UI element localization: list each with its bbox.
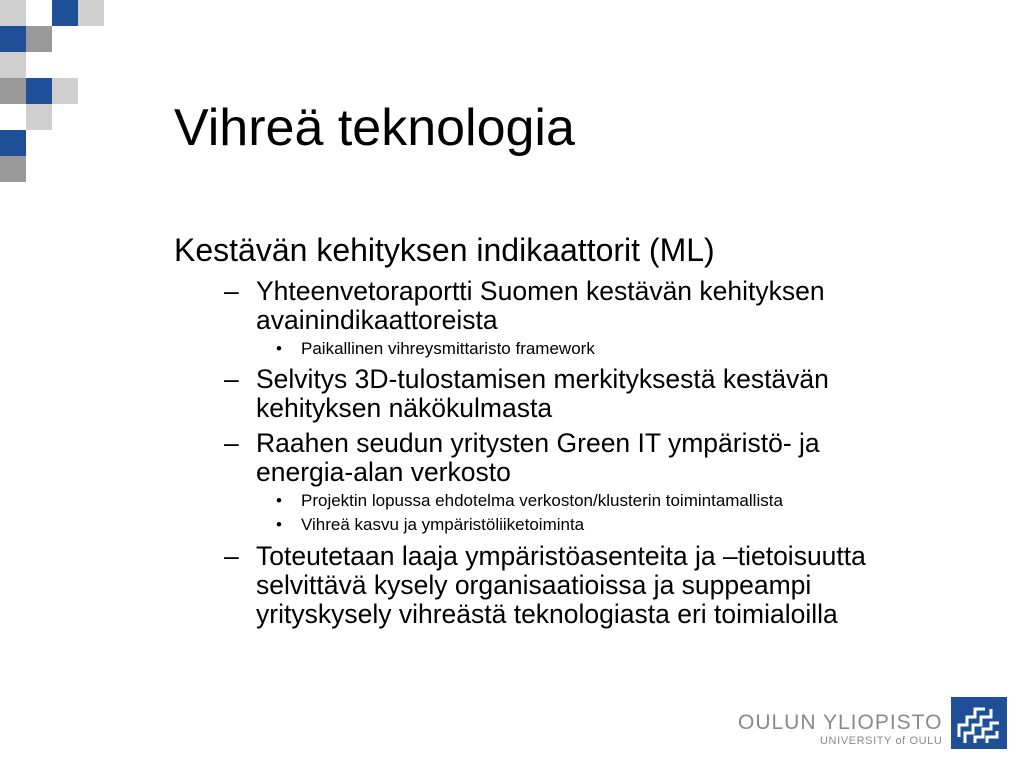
- list-item: [224, 364, 829, 423]
- list-item-line: yrityskysely vihreästä teknologiasta eri toimialoilla: [256, 599, 838, 629]
- bullet-marker: •: [276, 339, 282, 358]
- list-item-line: avainindikaattoreista: [256, 305, 498, 335]
- university-emblem-icon: [951, 697, 1007, 749]
- dash-marker: –: [224, 364, 239, 394]
- sub-list-item: [276, 491, 783, 511]
- university-name: OULUN YLIOPISTO: [738, 711, 943, 734]
- bullet-marker: •: [276, 491, 282, 510]
- sub-list-item: [276, 515, 585, 535]
- sub-list-item-text: Paikallinen vihreysmittaristo framework: [301, 339, 595, 358]
- sub-list-item: [276, 339, 595, 359]
- dash-marker: –: [224, 541, 239, 571]
- list-item-line: kehityksen näkökulmasta: [256, 393, 553, 423]
- bullet-marker: •: [276, 515, 282, 534]
- list-item-line: Toteutetaan laaja ympäristöasenteita ja –tietoisuutta: [256, 541, 866, 571]
- list-item-line: Raahen seudun yritysten Green IT ympäristö- ja: [256, 428, 820, 458]
- sub-list-item-text: Vihreä kasvu ja ympäristöliiketoiminta: [301, 515, 585, 534]
- list-item: [224, 276, 825, 335]
- main-heading: Kestävän kehityksen indikaattorit (ML): [174, 232, 715, 268]
- university-subname: UNIVERSITY of OULU: [819, 735, 943, 747]
- list-item-line: Selvitys 3D-tulostamisen merkityksestä kestävän: [256, 364, 829, 394]
- list-item: [224, 428, 820, 487]
- dash-marker: –: [224, 428, 239, 458]
- university-logo-text: [738, 712, 942, 748]
- list-item-line: Yhteenvetoraportti Suomen kestävän kehityksen: [256, 276, 825, 306]
- dash-marker: –: [224, 276, 239, 306]
- slide-title: Vihreä teknologia: [174, 99, 575, 157]
- list-item-line: selvittävä kysely organisaatioissa ja suppeampi: [256, 570, 812, 600]
- list-item-line: energia-alan verkosto: [256, 457, 511, 487]
- list-item: [224, 541, 866, 629]
- sub-list-item-text: Projektin lopussa ehdotelma verkoston/klusterin toimintamallista: [301, 491, 783, 510]
